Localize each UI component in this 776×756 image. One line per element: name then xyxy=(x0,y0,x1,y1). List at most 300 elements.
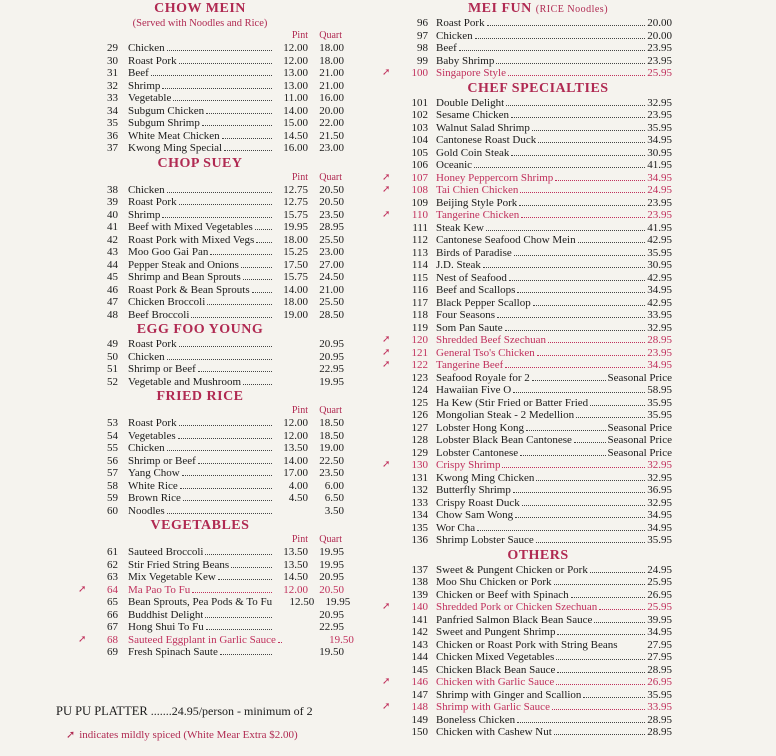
menu-item[interactable] xyxy=(402,159,674,172)
item-number: 49 xyxy=(107,338,118,350)
menu-item[interactable] xyxy=(402,564,674,577)
menu-item[interactable] xyxy=(402,651,674,664)
item-number: 38 xyxy=(107,183,118,196)
menu-item[interactable] xyxy=(50,571,350,584)
menu-item[interactable] xyxy=(402,726,674,739)
menu-item[interactable] xyxy=(402,42,674,55)
menu-item[interactable] xyxy=(50,596,350,609)
menu-item[interactable] xyxy=(50,505,350,518)
item-name: Lobster Cantonese xyxy=(436,446,519,459)
item-name: Lobster Black Bean Cantonese xyxy=(436,434,572,446)
section-title: MEI FUN xyxy=(467,1,532,16)
quart-price: 20.50 xyxy=(319,183,344,196)
menu-item[interactable] xyxy=(402,97,674,110)
spicy-arrow-icon: ➚ xyxy=(78,583,87,595)
section-title: CHOW MEIN xyxy=(154,1,246,16)
dot-leader xyxy=(162,88,272,89)
menu-item[interactable] xyxy=(402,309,674,322)
item-name: Tai Chien Chicken xyxy=(436,184,519,196)
item-number: 66 xyxy=(107,608,118,621)
menu-item[interactable] xyxy=(50,284,350,297)
item-number: 123 xyxy=(411,371,428,384)
item-name: Roast Pork with Mixed Vegs xyxy=(128,233,255,246)
price-column-headers xyxy=(50,534,350,546)
quart-price: 28.95 xyxy=(319,221,344,233)
item-name: Roast Pork xyxy=(128,196,177,208)
item-number: 126 xyxy=(411,409,428,421)
dot-leader xyxy=(198,463,272,464)
dot-leader xyxy=(533,305,646,306)
item-number: 136 xyxy=(411,534,428,546)
section-title: OTHERS xyxy=(507,547,569,563)
menu-item[interactable] xyxy=(50,363,350,376)
item-name: Shrimp xyxy=(128,79,161,92)
quart-price: 21.50 xyxy=(319,129,344,142)
item-number: 61 xyxy=(107,546,118,558)
item-name: Vegetables xyxy=(128,429,176,442)
dot-leader xyxy=(487,25,646,26)
quart-price: 23.00 xyxy=(319,142,344,154)
spicy-arrow-icon: ➚ xyxy=(382,601,391,612)
quart-header: Quart xyxy=(319,30,342,41)
dot-leader xyxy=(552,709,645,710)
menu-item[interactable] xyxy=(50,584,350,597)
menu-item[interactable] xyxy=(50,609,350,622)
item-name: Black Pepper Scallop xyxy=(436,296,531,309)
menu-item[interactable] xyxy=(50,351,350,364)
dot-leader xyxy=(496,63,645,64)
dot-leader xyxy=(556,684,645,685)
section-title: CHOP SUEY xyxy=(157,155,243,171)
menu-item[interactable] xyxy=(50,55,350,68)
dot-leader xyxy=(218,579,272,580)
item-number xyxy=(382,346,436,360)
item-number: 41 xyxy=(107,221,118,233)
section-heading xyxy=(50,388,350,405)
menu-item[interactable] xyxy=(382,601,674,614)
menu-item[interactable] xyxy=(50,259,350,272)
dot-leader xyxy=(192,592,272,593)
menu-item[interactable] xyxy=(402,30,674,43)
item-name: Shredded Pork or Chicken Szechuan xyxy=(436,601,598,613)
item-price: 34.95 xyxy=(647,626,672,638)
item-name: Beef with Mixed Vegetables xyxy=(128,221,253,233)
item-number: 58 xyxy=(107,479,118,492)
quart-price: 20.00 xyxy=(319,104,344,117)
item-number: 138 xyxy=(411,576,428,588)
menu-item[interactable] xyxy=(402,17,674,30)
menu-item[interactable] xyxy=(382,346,674,360)
menu-item[interactable] xyxy=(402,272,674,285)
pint-price: 12.00 xyxy=(283,583,308,596)
item-name: Chicken xyxy=(436,29,473,42)
item-number: 62 xyxy=(107,558,118,571)
item-name: Shrimp with Garlic Sauce xyxy=(436,701,550,713)
menu-item[interactable] xyxy=(50,480,350,493)
item-name: Honey Peppercorn Shrimp xyxy=(436,171,554,184)
item-number: 43 xyxy=(107,246,118,258)
item-number: 63 xyxy=(107,571,118,583)
menu-item[interactable] xyxy=(50,105,350,118)
dot-leader xyxy=(205,617,272,618)
item-price: 35.95 xyxy=(647,409,672,421)
dot-leader xyxy=(497,317,645,318)
menu-item[interactable] xyxy=(50,221,350,234)
menu-item[interactable] xyxy=(402,247,674,260)
menu-item[interactable] xyxy=(50,296,350,309)
menu-item[interactable] xyxy=(402,626,674,639)
item-number: 97 xyxy=(417,29,428,42)
dot-leader xyxy=(554,584,646,585)
item-number xyxy=(382,171,436,185)
item-price: 34.95 xyxy=(647,171,672,184)
menu-item[interactable] xyxy=(382,676,674,689)
pint-price: 13.50 xyxy=(283,546,308,558)
menu-item[interactable] xyxy=(50,430,350,443)
menu-item[interactable] xyxy=(50,338,350,351)
pint-header: Pint xyxy=(291,30,308,41)
menu-item[interactable] xyxy=(382,459,674,472)
item-number: 147 xyxy=(411,688,428,701)
dot-leader xyxy=(210,254,272,255)
item-number-text: 107 xyxy=(411,171,428,184)
menu-item[interactable] xyxy=(50,442,350,455)
item-price: 23.95 xyxy=(647,209,672,221)
menu-item[interactable] xyxy=(402,397,674,410)
item-number: 33 xyxy=(107,92,118,104)
menu-item[interactable] xyxy=(402,384,674,397)
item-name: Moo Goo Gai Pan xyxy=(128,246,209,258)
quart-price: 20.95 xyxy=(319,338,344,350)
dot-leader xyxy=(574,442,606,443)
item-name: Beef and Scallops xyxy=(436,284,516,296)
item-name: Stir Fried String Beans xyxy=(128,558,230,571)
menu-item[interactable] xyxy=(402,134,674,147)
menu-item[interactable] xyxy=(402,447,674,460)
spicy-arrow-icon: ➚ xyxy=(382,459,391,470)
dot-leader xyxy=(583,697,645,698)
quart-header: Quart xyxy=(319,534,342,545)
dot-leader xyxy=(459,50,645,51)
item-name: Som Pan Saute xyxy=(436,321,503,334)
dot-leader xyxy=(517,722,645,723)
item-number-text: 120 xyxy=(411,334,428,346)
pint-price: 4.00 xyxy=(288,479,308,492)
menu-item[interactable] xyxy=(50,417,350,430)
dot-leader xyxy=(520,455,605,456)
item-number: 52 xyxy=(107,375,118,388)
quart-price: 19.95 xyxy=(319,375,344,388)
dot-leader xyxy=(505,330,646,331)
menu-item[interactable] xyxy=(402,297,674,310)
quart-price: 23.00 xyxy=(319,246,344,258)
menu-item[interactable] xyxy=(50,234,350,247)
menu-item[interactable] xyxy=(50,633,354,647)
item-price: 28.95 xyxy=(647,334,672,346)
pint-price: 12.00 xyxy=(283,54,308,67)
item-number: 48 xyxy=(107,308,118,321)
item-price: 35.95 xyxy=(647,121,672,134)
item-price: 27.95 xyxy=(647,651,672,663)
item-number: 45 xyxy=(107,271,118,283)
item-name: Chicken Broccoli xyxy=(128,296,206,308)
dot-leader xyxy=(167,450,272,451)
item-name: Chicken xyxy=(128,42,165,54)
menu-item[interactable] xyxy=(50,559,350,572)
dot-leader xyxy=(511,117,645,118)
quart-price: 25.50 xyxy=(319,296,344,308)
left-column xyxy=(50,0,354,659)
menu-item[interactable] xyxy=(382,359,674,372)
item-name: Tangerine Chicken xyxy=(436,209,520,221)
menu-item[interactable] xyxy=(402,259,674,272)
item-number xyxy=(382,184,436,197)
quart-price: 27.00 xyxy=(319,258,344,271)
quart-price: 20.95 xyxy=(319,571,344,583)
menu-item[interactable] xyxy=(402,197,674,210)
section-heading xyxy=(50,0,350,17)
dot-leader xyxy=(241,267,272,268)
item-number: 42 xyxy=(107,233,118,246)
item-number: 31 xyxy=(107,67,118,79)
item-price: 30.95 xyxy=(647,146,672,159)
item-number: 104 xyxy=(411,134,428,146)
dot-leader xyxy=(505,367,645,368)
item-price: 36.95 xyxy=(647,484,672,496)
menu-item[interactable] xyxy=(50,246,350,259)
platter-terms: /person - minimum of 2 xyxy=(198,704,313,718)
item-name: Shredded Beef Szechuan xyxy=(436,334,546,346)
item-name: Roast Pork & Bean Sprouts xyxy=(128,283,250,296)
menu-item[interactable] xyxy=(50,492,350,505)
quart-price: 24.50 xyxy=(319,271,344,283)
pint-price: 12.00 xyxy=(283,417,308,429)
item-price: 35.95 xyxy=(647,534,672,546)
menu-item[interactable] xyxy=(382,171,674,185)
dot-leader xyxy=(224,150,272,151)
quart-price: 18.50 xyxy=(319,417,344,429)
item-name: Sauteed Broccoli xyxy=(128,546,204,558)
item-number: 34 xyxy=(107,104,118,117)
item-price: 27.95 xyxy=(647,638,672,651)
item-price: 26.95 xyxy=(647,676,672,688)
dot-leader xyxy=(206,629,272,630)
item-name: Roast Pork xyxy=(128,417,177,429)
menu-item[interactable] xyxy=(382,184,674,197)
item-name: Shrimp xyxy=(128,208,161,221)
item-name: Chicken with Cashew Nut xyxy=(436,726,552,738)
item-price: 58.95 xyxy=(647,384,672,396)
section-title: CHEF SPECIALTIES xyxy=(467,80,609,96)
dot-leader xyxy=(162,217,272,218)
dot-leader xyxy=(173,100,272,101)
menu-item[interactable] xyxy=(402,234,674,247)
item-price: 20.00 xyxy=(647,17,672,29)
item-number: 128 xyxy=(411,434,428,446)
menu-item[interactable] xyxy=(50,646,350,659)
menu-item[interactable] xyxy=(402,55,674,68)
pint-price: 13.50 xyxy=(283,558,308,571)
pint-price: 19.00 xyxy=(283,308,308,321)
item-number-text: 121 xyxy=(411,346,428,359)
spicy-arrow-icon: ➚ xyxy=(382,346,391,358)
menu-item[interactable] xyxy=(402,322,674,335)
item-number: 103 xyxy=(411,121,428,134)
dot-leader xyxy=(532,130,645,131)
quart-price: 19.50 xyxy=(329,633,354,646)
menu-item[interactable] xyxy=(402,109,674,122)
menu-item[interactable] xyxy=(50,467,350,480)
menu-item[interactable] xyxy=(402,422,674,435)
item-number: 144 xyxy=(411,651,428,663)
menu-item[interactable] xyxy=(50,309,350,322)
menu-item[interactable] xyxy=(382,334,674,347)
item-price: 33.95 xyxy=(647,309,672,321)
quart-price: 19.95 xyxy=(319,546,344,558)
quart-price: 19.95 xyxy=(319,558,344,571)
item-name: Subgum Chicken xyxy=(128,104,205,117)
pint-price: 14.50 xyxy=(283,571,308,583)
item-name: Shrimp or Beef xyxy=(128,363,196,375)
item-number: 40 xyxy=(107,208,118,221)
item-name: Boneless Chicken xyxy=(436,713,516,726)
dot-leader xyxy=(220,654,272,655)
spicy-arrow-icon: ➚ xyxy=(66,729,76,741)
spicy-arrow-icon: ➚ xyxy=(382,184,391,195)
quart-price: 22.00 xyxy=(319,117,344,129)
menu-item[interactable] xyxy=(382,209,674,222)
item-number: 142 xyxy=(411,626,428,638)
item-price: 24.95 xyxy=(647,184,672,196)
item-number-text: 108 xyxy=(411,184,428,196)
menu-item[interactable] xyxy=(402,147,674,160)
menu-item[interactable] xyxy=(402,122,674,135)
menu-item[interactable] xyxy=(50,376,350,389)
item-name: Fresh Spinach Saute xyxy=(128,646,218,658)
menu-item[interactable] xyxy=(402,522,674,535)
pint-price: 4.50 xyxy=(288,492,308,504)
dot-leader xyxy=(576,417,645,418)
item-name: Chicken or Roast Pork with String Beans xyxy=(436,638,618,651)
menu-item[interactable] xyxy=(402,714,674,727)
menu-item[interactable] xyxy=(402,639,674,652)
item-number-text: 110 xyxy=(411,209,428,221)
menu-item[interactable] xyxy=(50,142,350,155)
quart-price: 6.50 xyxy=(324,492,344,504)
menu-item[interactable] xyxy=(50,92,350,105)
item-number: 139 xyxy=(411,588,428,601)
pint-price: 15.75 xyxy=(283,208,308,221)
item-name: Kwong Ming Chicken xyxy=(436,471,535,484)
menu-item[interactable] xyxy=(402,284,674,297)
dot-leader xyxy=(179,63,272,64)
item-name: General Tso's Chicken xyxy=(436,346,535,359)
spicy-arrow-icon: ➚ xyxy=(382,359,391,370)
item-number: 36 xyxy=(107,129,118,142)
quart-price: 28.50 xyxy=(319,308,344,321)
menu-item[interactable] xyxy=(402,484,674,497)
item-number: 113 xyxy=(411,246,428,259)
item-number xyxy=(382,701,436,714)
dot-leader xyxy=(483,267,645,268)
menu-item[interactable] xyxy=(50,80,350,93)
item-name: Ha Kew (Stir Fried or Batter Fried xyxy=(436,396,589,409)
menu-item[interactable] xyxy=(402,497,674,510)
item-name: Chow Sam Wong xyxy=(436,509,514,521)
quart-price: 16.00 xyxy=(319,92,344,104)
menu-item[interactable] xyxy=(50,130,350,143)
dot-leader xyxy=(571,597,646,598)
item-name: Moo Shu Chicken or Pork xyxy=(436,576,552,588)
menu-item[interactable] xyxy=(50,117,350,130)
menu-item[interactable] xyxy=(402,614,674,627)
item-price: 23.95 xyxy=(647,54,672,67)
section-heading xyxy=(402,80,674,97)
item-number: 56 xyxy=(107,454,118,467)
item-price: 34.95 xyxy=(647,521,672,534)
menu-item[interactable] xyxy=(402,576,674,589)
dot-leader xyxy=(502,467,645,468)
menu-item[interactable] xyxy=(402,222,674,235)
pint-price: 13.00 xyxy=(283,79,308,92)
menu-item[interactable] xyxy=(402,372,674,385)
menu-item[interactable] xyxy=(50,455,350,468)
item-price: 23.95 xyxy=(647,109,672,121)
dot-leader xyxy=(179,346,272,347)
dot-leader xyxy=(252,292,272,293)
item-number: 105 xyxy=(411,146,428,159)
item-name: Beef xyxy=(436,42,457,54)
item-number: 118 xyxy=(411,309,428,321)
menu-item[interactable] xyxy=(50,621,350,634)
menu-item[interactable] xyxy=(402,664,674,677)
menu-item[interactable] xyxy=(50,67,350,80)
menu-item[interactable] xyxy=(382,67,674,80)
item-name: Panfried Salmon Black Bean Sauce xyxy=(436,613,593,626)
item-name: Chicken or Beef with Spinach xyxy=(436,588,569,601)
menu-item[interactable] xyxy=(50,196,350,209)
pint-price: 18.00 xyxy=(283,296,308,308)
menu-item[interactable] xyxy=(382,701,674,714)
pint-price: 15.25 xyxy=(283,246,308,258)
item-number: 133 xyxy=(411,496,428,509)
quart-header: Quart xyxy=(319,405,342,416)
item-name: White Rice xyxy=(128,479,178,492)
menu-item[interactable] xyxy=(402,534,674,547)
menu-item[interactable] xyxy=(402,589,674,602)
menu-item[interactable] xyxy=(402,472,674,485)
menu-item[interactable] xyxy=(50,42,350,55)
item-name: Chicken Mixed Vegetables xyxy=(436,651,555,663)
item-name: Chicken Black Bean Sauce xyxy=(436,663,556,676)
menu-item[interactable] xyxy=(50,271,350,284)
menu-item[interactable] xyxy=(50,546,350,559)
item-name: White Meat Chicken xyxy=(128,129,220,142)
dot-leader xyxy=(167,359,272,360)
item-number: 125 xyxy=(411,396,428,409)
dot-leader xyxy=(508,75,645,76)
menu-item[interactable] xyxy=(402,689,674,702)
item-price: Seasonal Price xyxy=(607,434,672,446)
menu-item[interactable] xyxy=(402,509,674,522)
item-price: 32.95 xyxy=(647,321,672,334)
menu-item[interactable] xyxy=(402,434,674,447)
pint-price: 13.00 xyxy=(283,67,308,79)
menu-item[interactable] xyxy=(50,184,350,197)
dot-leader xyxy=(278,642,282,643)
menu-item[interactable] xyxy=(402,409,674,422)
menu-item[interactable] xyxy=(50,209,350,222)
